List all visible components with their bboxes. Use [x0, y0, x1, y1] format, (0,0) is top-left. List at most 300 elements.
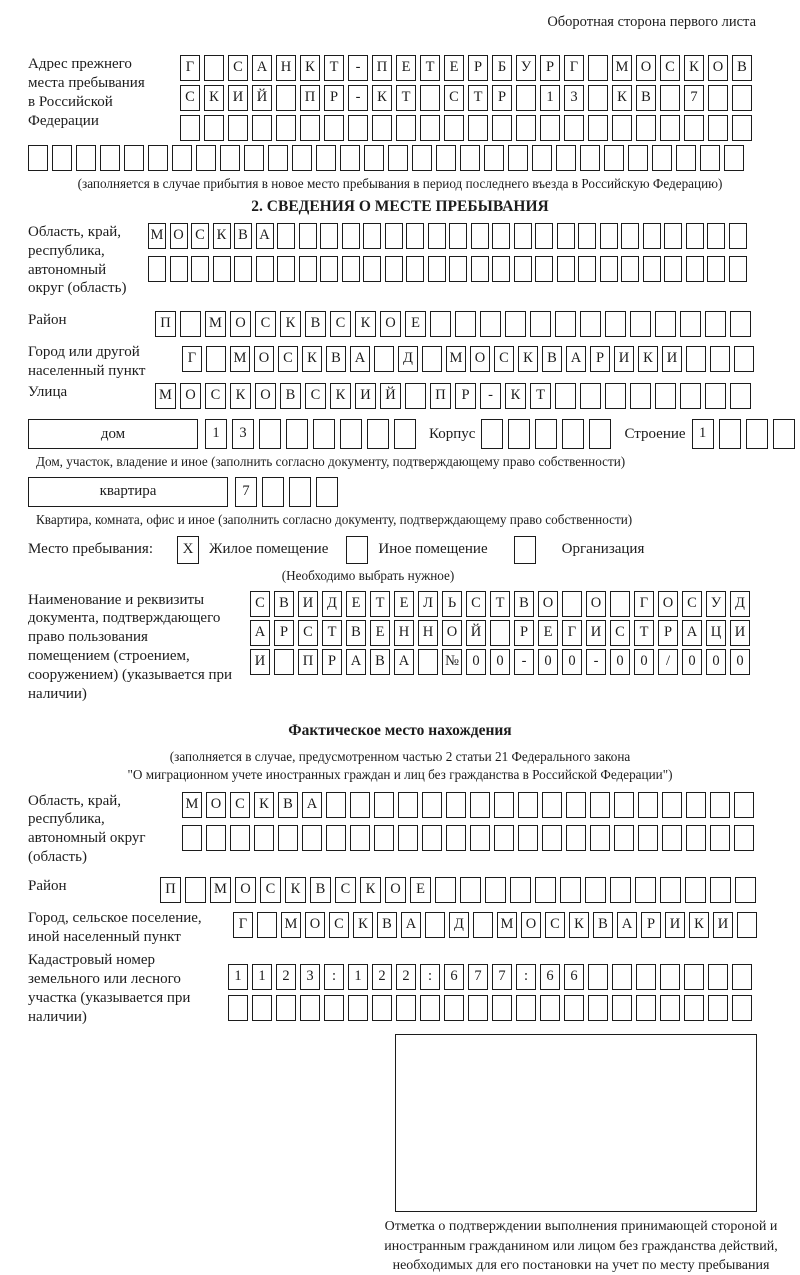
char-box: Б	[492, 55, 512, 81]
char-box: К	[213, 223, 231, 249]
char-box	[638, 825, 658, 851]
char-box: О	[235, 877, 256, 903]
char-box: Н	[394, 620, 414, 646]
char-box	[600, 223, 618, 249]
char-box: Г	[634, 591, 654, 617]
char-box	[590, 825, 610, 851]
actual-oblast-block	[28, 792, 800, 868]
actual-oblast-row-1	[182, 792, 754, 818]
char-box: Р	[274, 620, 294, 646]
char-box: С	[545, 912, 565, 938]
char-box: И	[250, 649, 270, 675]
kadastr-row-2	[228, 995, 752, 1021]
char-box: Т	[396, 85, 416, 111]
char-box	[385, 223, 403, 249]
char-box	[300, 115, 320, 141]
char-box: Ц	[706, 620, 726, 646]
char-box	[518, 825, 538, 851]
char-box: В	[636, 85, 656, 111]
char-box	[148, 256, 166, 282]
char-box: Е	[370, 620, 390, 646]
char-box	[588, 55, 608, 81]
char-box	[630, 383, 651, 409]
char-box	[348, 995, 368, 1021]
actual-raion-row	[160, 877, 756, 903]
section2-title: 2. СВЕДЕНИЯ О МЕСТЕ ПРЕБЫВАНИЯ	[251, 197, 549, 215]
char-box	[580, 145, 600, 171]
char-box: И	[713, 912, 733, 938]
prev-address-label: Адрес прежнего места пребывания в Российской Федерации	[28, 56, 145, 129]
char-box	[170, 256, 188, 282]
char-box: Р	[322, 649, 342, 675]
char-box	[610, 877, 631, 903]
actual-title: Фактическое место нахождения	[288, 721, 512, 739]
char-box: П	[155, 311, 176, 337]
char-box: 7	[492, 964, 512, 990]
char-box	[729, 256, 747, 282]
char-box: В	[305, 311, 326, 337]
char-box: Й	[380, 383, 401, 409]
char-box	[643, 223, 661, 249]
char-box: Д	[322, 591, 342, 617]
dom-row	[205, 419, 416, 449]
char-box: П	[298, 649, 318, 675]
char-box: С	[335, 877, 356, 903]
char-box	[660, 85, 680, 111]
char-box	[276, 115, 296, 141]
char-box	[621, 223, 639, 249]
char-box	[220, 145, 240, 171]
char-box: И	[665, 912, 685, 938]
prev-address-row-3	[180, 115, 752, 141]
char-box	[585, 877, 606, 903]
place-type-block	[28, 536, 800, 564]
char-box	[204, 115, 224, 141]
char-box	[276, 85, 296, 111]
char-box: С	[494, 346, 514, 372]
char-box: -	[514, 649, 534, 675]
char-box: П	[372, 55, 392, 81]
char-box	[605, 383, 626, 409]
char-box	[348, 115, 368, 141]
char-box	[302, 825, 322, 851]
char-box: 0	[538, 649, 558, 675]
char-box: Д	[398, 346, 418, 372]
char-box	[299, 256, 317, 282]
char-box	[707, 256, 725, 282]
char-box	[372, 115, 392, 141]
s2-ulitsa-row	[155, 383, 751, 409]
char-box	[562, 419, 584, 449]
char-box	[708, 85, 728, 111]
char-box	[449, 256, 467, 282]
char-box	[292, 145, 312, 171]
char-box	[636, 964, 656, 990]
char-box	[398, 792, 418, 818]
char-box: :	[516, 964, 536, 990]
char-box: Е	[444, 55, 464, 81]
char-box: 0	[682, 649, 702, 675]
char-box: М	[155, 383, 176, 409]
char-box: И	[730, 620, 750, 646]
char-box: 7	[684, 85, 704, 111]
char-box: С	[250, 591, 270, 617]
char-box	[708, 964, 728, 990]
char-box: 7	[235, 477, 257, 507]
char-box: В	[310, 877, 331, 903]
char-box: И	[614, 346, 634, 372]
char-box: А	[566, 346, 586, 372]
stamp-caption: Отметка о подтверждении выполнения принимающей стороной и иностранным гражданином или лицом без гражданства действий, необходимых для его постановки на учет по месту пребывания	[384, 1219, 778, 1274]
char-box: Т	[490, 591, 510, 617]
char-box	[234, 256, 252, 282]
char-box	[405, 383, 426, 409]
char-box: 1	[252, 964, 272, 990]
kadastr-block	[28, 951, 800, 1027]
char-box	[326, 825, 346, 851]
s2-oblast-row-2	[148, 256, 747, 282]
char-box: Т	[370, 591, 390, 617]
char-box	[28, 145, 48, 171]
char-box	[276, 995, 296, 1021]
char-box	[732, 964, 752, 990]
char-box: 2	[372, 964, 392, 990]
char-box: С	[682, 591, 702, 617]
char-box: М	[205, 311, 226, 337]
char-box: Н	[276, 55, 296, 81]
char-box: К	[230, 383, 251, 409]
char-box: №	[442, 649, 462, 675]
kvartira-block	[28, 477, 800, 507]
char-box	[473, 912, 493, 938]
char-box	[286, 419, 308, 449]
char-box	[435, 877, 456, 903]
char-box: С	[660, 55, 680, 81]
char-box	[588, 85, 608, 111]
kvartira-caption: Квартира, комната, офис и иное (заполнить согласно документу, подтверждающему право собственности)	[36, 511, 633, 527]
char-box: -	[348, 85, 368, 111]
stroenie-label: Строение	[624, 426, 686, 443]
actual-caption-2: "О миграционном учете иностранных граждан и лиц без гражданства в Российской Федерации")	[127, 766, 673, 782]
char-box: Р	[514, 620, 534, 646]
kadastr-row-1	[228, 964, 752, 990]
actual-oblast-rows	[182, 792, 754, 855]
char-box: У	[706, 591, 726, 617]
char-box	[422, 346, 442, 372]
char-box	[652, 145, 672, 171]
char-box	[436, 145, 456, 171]
char-box: С	[260, 877, 281, 903]
char-box	[557, 256, 575, 282]
char-box: 6	[564, 964, 584, 990]
char-box: К	[280, 311, 301, 337]
char-box: В	[274, 591, 294, 617]
korpus-row	[481, 419, 611, 449]
char-box	[124, 145, 144, 171]
char-box	[516, 85, 536, 111]
char-box: А	[350, 346, 370, 372]
char-box: Р	[658, 620, 678, 646]
char-box: 2	[276, 964, 296, 990]
char-box: К	[684, 55, 704, 81]
char-box	[630, 311, 651, 337]
char-box: И	[662, 346, 682, 372]
char-box	[610, 591, 630, 617]
s2-raion-block	[28, 311, 800, 341]
actual-raion-label: Район	[28, 878, 67, 895]
char-box	[252, 995, 272, 1021]
char-box	[494, 792, 514, 818]
char-box: С	[205, 383, 226, 409]
char-box: В	[593, 912, 613, 938]
char-box: Г	[562, 620, 582, 646]
kvartira-row	[235, 477, 338, 507]
char-box	[686, 825, 706, 851]
char-box	[374, 792, 394, 818]
char-box: 1	[228, 964, 248, 990]
doc-rows	[250, 591, 750, 679]
char-box: В	[377, 912, 397, 938]
char-box: Т	[322, 620, 342, 646]
char-box	[180, 115, 200, 141]
char-box: К	[254, 792, 274, 818]
char-box	[446, 825, 466, 851]
char-box	[470, 792, 490, 818]
char-box	[350, 825, 370, 851]
checkbox-other-premises	[346, 536, 368, 564]
char-box	[444, 995, 464, 1021]
char-box	[300, 995, 320, 1021]
actual-caption-1: (заполняется в случае, предусмотренном частью 2 статьи 21 Федерального закона	[169, 748, 631, 764]
char-box	[289, 477, 311, 507]
char-box: В	[278, 792, 298, 818]
char-box	[532, 145, 552, 171]
char-box: Ь	[442, 591, 462, 617]
char-box	[481, 419, 503, 449]
s2-oblast-block	[28, 223, 800, 299]
char-box	[662, 825, 682, 851]
char-box	[460, 145, 480, 171]
char-box	[446, 792, 466, 818]
char-box: О	[170, 223, 188, 249]
char-box	[268, 145, 288, 171]
char-box: О	[180, 383, 201, 409]
char-box	[660, 995, 680, 1021]
char-box	[372, 995, 392, 1021]
prev-address-block	[28, 55, 800, 145]
char-box: /	[658, 649, 678, 675]
char-box	[664, 256, 682, 282]
char-box	[324, 115, 344, 141]
char-box: С	[298, 620, 318, 646]
kadastr-label: Кадастровый номер земельного или лесного участка (указывается при наличии)	[28, 951, 191, 1025]
char-box	[449, 223, 467, 249]
option-residential-label: Жилое помещение	[209, 541, 329, 558]
char-box	[542, 825, 562, 851]
char-box: М	[148, 223, 166, 249]
char-box: М	[230, 346, 250, 372]
char-box	[277, 256, 295, 282]
char-box: М	[210, 877, 231, 903]
char-box: К	[330, 383, 351, 409]
char-box: К	[355, 311, 376, 337]
char-box: К	[353, 912, 373, 938]
char-box	[471, 223, 489, 249]
char-box	[342, 256, 360, 282]
char-box	[730, 311, 751, 337]
dom-caption: Дом, участок, владение и иное (заполнить согласно документу, подтверждающему право собственности)	[36, 454, 626, 470]
char-box: М	[281, 912, 301, 938]
char-box	[566, 825, 586, 851]
actual-oblast-label: Область, край, республика, автономный округ (область)	[28, 792, 146, 866]
char-box: С	[255, 311, 276, 337]
char-box	[560, 877, 581, 903]
char-box	[535, 877, 556, 903]
char-box	[636, 115, 656, 141]
char-box	[540, 995, 560, 1021]
char-box: С	[305, 383, 326, 409]
char-box	[705, 383, 726, 409]
char-box	[564, 115, 584, 141]
char-box: О	[385, 877, 406, 903]
char-box	[406, 223, 424, 249]
char-box	[277, 223, 295, 249]
char-box: И	[586, 620, 606, 646]
char-box: К	[505, 383, 526, 409]
char-box	[508, 145, 528, 171]
char-box: О	[255, 383, 276, 409]
char-box: С	[466, 591, 486, 617]
char-box: 0	[730, 649, 750, 675]
char-box	[660, 115, 680, 141]
s2-ulitsa-block	[28, 383, 800, 413]
char-box: В	[326, 346, 346, 372]
checkbox-residential: X	[177, 536, 199, 564]
char-box	[684, 995, 704, 1021]
char-box	[588, 964, 608, 990]
char-box	[204, 55, 224, 81]
char-box	[516, 115, 536, 141]
char-box	[230, 825, 250, 851]
char-box	[228, 115, 248, 141]
char-box	[580, 311, 601, 337]
char-box	[185, 877, 206, 903]
char-box: И	[298, 591, 318, 617]
char-box: Д	[449, 912, 469, 938]
char-box: П	[160, 877, 181, 903]
char-box: И	[228, 85, 248, 111]
char-box: К	[302, 346, 322, 372]
char-box	[367, 419, 389, 449]
char-box: П	[300, 85, 320, 111]
char-box	[428, 223, 446, 249]
char-box: В	[732, 55, 752, 81]
char-box: С	[191, 223, 209, 249]
char-box: 0	[562, 649, 582, 675]
char-box: В	[542, 346, 562, 372]
char-box	[206, 825, 226, 851]
char-box	[471, 256, 489, 282]
char-box	[396, 115, 416, 141]
char-box: В	[346, 620, 366, 646]
char-box	[660, 877, 681, 903]
char-box	[274, 649, 294, 675]
char-box	[660, 964, 680, 990]
char-box: 1	[348, 964, 368, 990]
char-box	[213, 256, 231, 282]
char-box: Т	[530, 383, 551, 409]
char-box: :	[324, 964, 344, 990]
char-box: 0	[466, 649, 486, 675]
char-box: 0	[490, 649, 510, 675]
char-box	[734, 792, 754, 818]
actual-oblast-row-2	[182, 825, 754, 851]
char-box	[710, 792, 730, 818]
char-box: М	[446, 346, 466, 372]
char-box	[364, 145, 384, 171]
page-side-note: Оборотная сторона первого листа	[547, 14, 756, 30]
char-box	[180, 311, 201, 337]
char-box	[425, 912, 445, 938]
char-box	[566, 792, 586, 818]
char-box	[614, 792, 634, 818]
char-box	[485, 877, 506, 903]
char-box: С	[610, 620, 630, 646]
char-box	[730, 383, 751, 409]
char-box	[605, 311, 626, 337]
char-box	[262, 477, 284, 507]
char-box: :	[420, 964, 440, 990]
char-box	[494, 825, 514, 851]
char-box	[252, 115, 272, 141]
char-box	[621, 256, 639, 282]
char-box	[468, 995, 488, 1021]
char-box: У	[516, 55, 536, 81]
char-box	[600, 256, 618, 282]
char-box: А	[346, 649, 366, 675]
char-box: О	[658, 591, 678, 617]
char-box	[638, 792, 658, 818]
char-box: Г	[233, 912, 253, 938]
char-box	[588, 115, 608, 141]
char-box	[562, 591, 582, 617]
char-box	[484, 145, 504, 171]
char-box: О	[538, 591, 558, 617]
char-box	[735, 877, 756, 903]
char-box	[363, 223, 381, 249]
char-box: В	[514, 591, 534, 617]
char-box: Д	[730, 591, 750, 617]
char-box: 0	[634, 649, 654, 675]
char-box	[182, 825, 202, 851]
char-box	[732, 85, 752, 111]
char-box	[732, 115, 752, 141]
char-box: С	[180, 85, 200, 111]
char-box: В	[280, 383, 301, 409]
char-box: Р	[324, 85, 344, 111]
char-box	[388, 145, 408, 171]
s2-raion-label: Район	[28, 312, 67, 329]
char-box: Е	[394, 591, 414, 617]
char-box: С	[444, 85, 464, 111]
char-box: А	[617, 912, 637, 938]
char-box	[555, 383, 576, 409]
char-box	[148, 145, 168, 171]
char-box	[191, 256, 209, 282]
char-box	[707, 223, 725, 249]
char-box: 7	[468, 964, 488, 990]
char-box	[455, 311, 476, 337]
